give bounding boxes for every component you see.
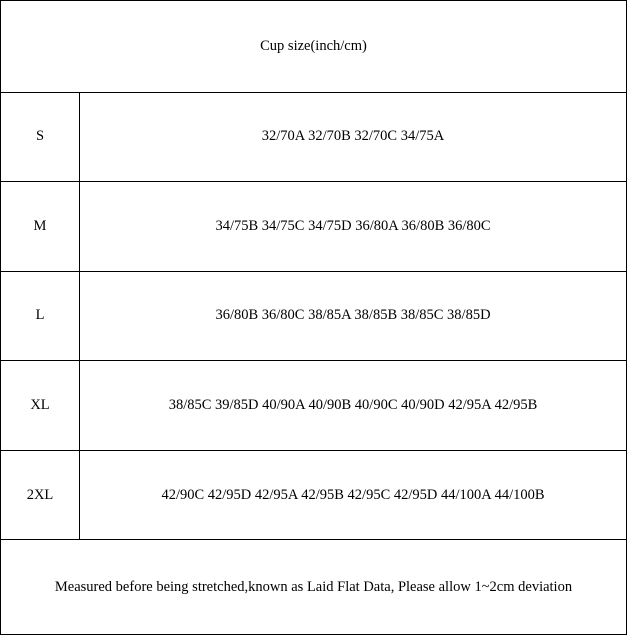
table-row <box>1 361 627 451</box>
measurement-note: Measured before being stretched,known as Laid Flat Data, Please allow 1~2cm deviation <box>1 540 627 635</box>
size-label: L <box>1 271 80 361</box>
table-row <box>1 92 627 182</box>
table-row <box>1 182 627 272</box>
table-footer-row <box>1 540 627 635</box>
size-label: 2XL <box>1 450 80 540</box>
cup-sizes: 32/70A 32/70B 32/70C 34/75A <box>80 92 627 182</box>
cup-sizes: 42/90C 42/95D 42/95A 42/95B 42/95C 42/95D 44/100A 44/100B <box>80 450 627 540</box>
size-label: XL <box>1 361 80 451</box>
size-label: S <box>1 92 80 182</box>
table-row <box>1 271 627 361</box>
size-label: M <box>1 182 80 272</box>
cup-sizes: 36/80B 36/80C 38/85A 38/85B 38/85C 38/85D <box>80 271 627 361</box>
cup-sizes: 38/85C 39/85D 40/90A 40/90B 40/90C 40/90D 42/95A 42/95B <box>80 361 627 451</box>
table-row <box>1 450 627 540</box>
table-header-row <box>1 1 627 93</box>
table-title: Cup size(inch/cm) <box>1 1 627 93</box>
cup-sizes: 34/75B 34/75C 34/75D 36/80A 36/80B 36/80C <box>80 182 627 272</box>
